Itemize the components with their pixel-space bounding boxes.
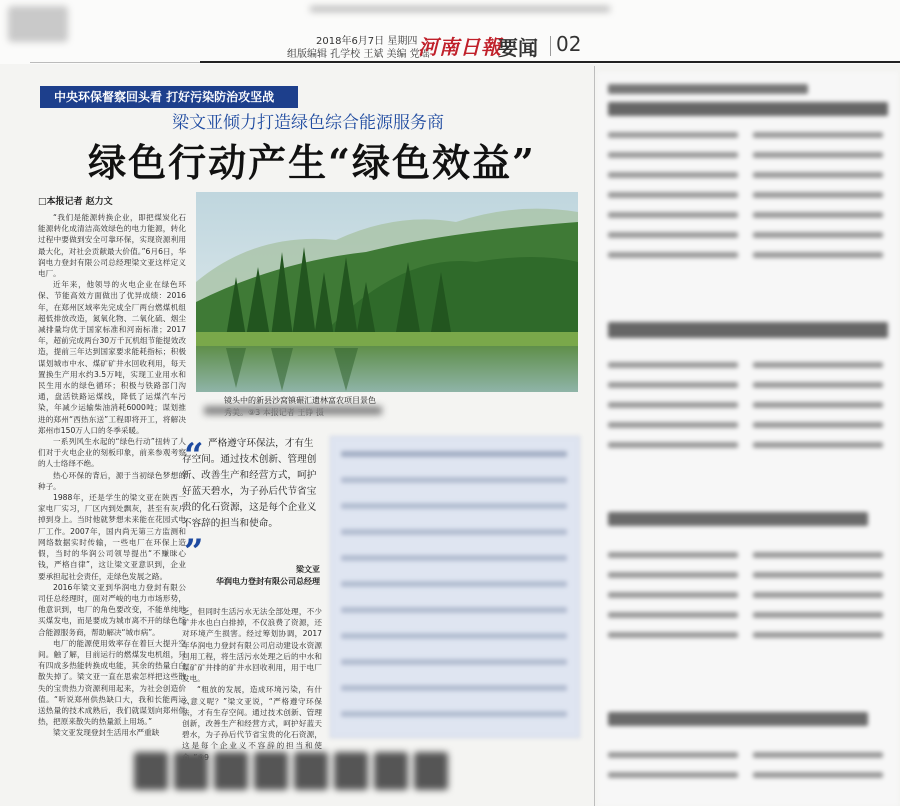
blurred-adjacent-article xyxy=(598,72,898,806)
paragraph: 一系列风生水起的“绿色行动”扭转了人们对于火电企业的刻板印象，前来参观考察的人士络绎不绝。 xyxy=(38,437,186,469)
blurred-data-table xyxy=(330,436,580,738)
forest-lake-photo xyxy=(196,192,578,392)
quote-author-name: 梁文亚 xyxy=(296,565,320,574)
date-line: 2018年6月7日 星期四 xyxy=(316,36,418,47)
article-body-column-2 xyxy=(182,606,322,751)
paragraph: 梁文亚发现登封生活用水严重缺 xyxy=(53,728,160,738)
reporter-byline: □本报记者 赵力文 xyxy=(38,197,113,207)
column-divider xyxy=(594,66,595,806)
paragraph: “我们是能源转换企业，即把煤炭化石能源转化成清洁高效绿色的电力能源，转化过程中要做到安全可靠环保，实现资源利用最大化，对社会贡献最大价值。”6月6日，华润电力登封有限公司总经理梁文亚这样定义电厂。 xyxy=(38,213,186,279)
landscape-illustration xyxy=(196,192,578,392)
paragraph: 电厂的能源使用效率存在着巨大提升空间。触了解，目前运行的燃煤发电机组，只有四成多热能转换成电能，其余的热量白白散失掉了。梁文亚一直在思索怎样把这些散失的宝贵热力资源利用起来，为社会创造价值。“听说郑州供热缺口大，我和长能两运送热量的技术成熟后，我们就谋划向郑州供热，把原来散失的热量派上用场。” xyxy=(38,638,186,727)
quote-author-title: 华润电力登封有限公司总经理 xyxy=(216,577,320,586)
paragraph: 乏，但同时生活污水无法全部处理，不少矿井水也白白排掉，不仅浪费了资源，还对环境产生损害。经过筹划协调，2017年华润电力登封有限公司启动建设水资源回用工程，将生活污水处理之后的中水和煤矿矿井排的矿井水回收利用，用于电厂发电。 xyxy=(182,607,322,684)
paragraph: “粗放的发展，造成环境污染，有什么意义呢？”梁文亚说，“严格遵守环保法，才有生存空间。通过技术创新、管理创新，改善生产和经营方式，呵护好蓝天碧水，为子孙后代节省宝贵的化石资源，这是每个企业义不容辞的担当和使 xyxy=(182,685,322,751)
article-subtitle: 梁文亚倾力打造绿色综合能源服务商 xyxy=(172,113,444,133)
page-number: 02 xyxy=(556,32,582,56)
article-headline: 绿色行动产生“绿色效益” xyxy=(88,140,536,185)
blurred-next-headline xyxy=(134,752,449,790)
editors-line: 组版编辑 孔学校 王斌 美编 党瑶 xyxy=(287,49,430,60)
quote-attribution xyxy=(200,564,320,588)
masthead-rule xyxy=(200,61,900,63)
newspaper-logo: 河南日報 xyxy=(418,35,502,59)
column-banner: 中央环保督察回头看 打好污染防治攻坚战 xyxy=(40,86,298,108)
masthead-rule-left xyxy=(30,62,200,63)
close-quote-icon: ” xyxy=(184,532,204,572)
section-name: 要闻 xyxy=(498,36,538,60)
photo-caption: 镜头中的新县沙窝镇碾汇遗林富农项目景色 xyxy=(224,396,376,405)
paragraph: 1988年，还是学生的梁文亚在陕西一家电厂实习，厂区内到处飘灰，甚至有灰片掉到身上。当时他就梦想未来能在花园式电厂工作。2007年，国内尚无第三方监测和网络数据实时传输，一些电厂在环保上造假，当时的华润公司领导提出“不赚昧心钱，严格自律”，这让梁文亚意识到，企业要承担起社会责任，走绿色发展之路。 xyxy=(38,493,186,581)
paragraph: 近年来，他领导的火电企业在绿色环保、节能高效方面做出了优异成绩：2016年，在郑州区域率先完成全厂两台燃煤机组超低排放改造，氮氧化物、二氧化硫、烟尘减排量均优于国家标准和河南标准；2017年，超前完成两台30万千瓦机组节能提效改造，提前三年达到国家要求能耗指标；积极谋划城市中水、煤矿矿井水回收利用，每天置换生产用水约3.5万吨，实现工业用水和民生用水的绿色循环；积极与铁路部门沟通，盘活铁路运煤线，降低了运煤汽车污染，年减少运输柴油消耗6000吨；谋划推进的郑州“西热东送”工程即将开工，将解决郑州市150万人口的冬季采暖。 xyxy=(38,280,186,435)
open-quote-icon: “ xyxy=(184,436,204,476)
paragraph: 热心环保的背后，源于当初绿色梦想的种子。 xyxy=(38,470,186,491)
article-body-column-1 xyxy=(38,212,186,737)
section-separator xyxy=(550,36,551,56)
blurred-corner-mark xyxy=(8,6,68,42)
blurred-header-band xyxy=(310,2,610,20)
pull-quote: 严格遵守环保法，才有生存空间。通过技术创新、管理创新、改善生产和经营方式，呵护好蓝天碧水，为子孙后代节省宝贵的化石资源，这是每个企业义不容辞的担当和使命。 xyxy=(182,438,317,529)
blurred-table-title xyxy=(204,396,382,426)
paragraph: 2016年梁文亚到华润电力登封有限公司任总经理时，面对严峻的电力市场形势，他意识到，电厂的角色要改变，不能单纯地买煤发电，而是要成为城市离不开的绿色综合能源服务商，帮助解决“城市病”。 xyxy=(38,582,186,637)
